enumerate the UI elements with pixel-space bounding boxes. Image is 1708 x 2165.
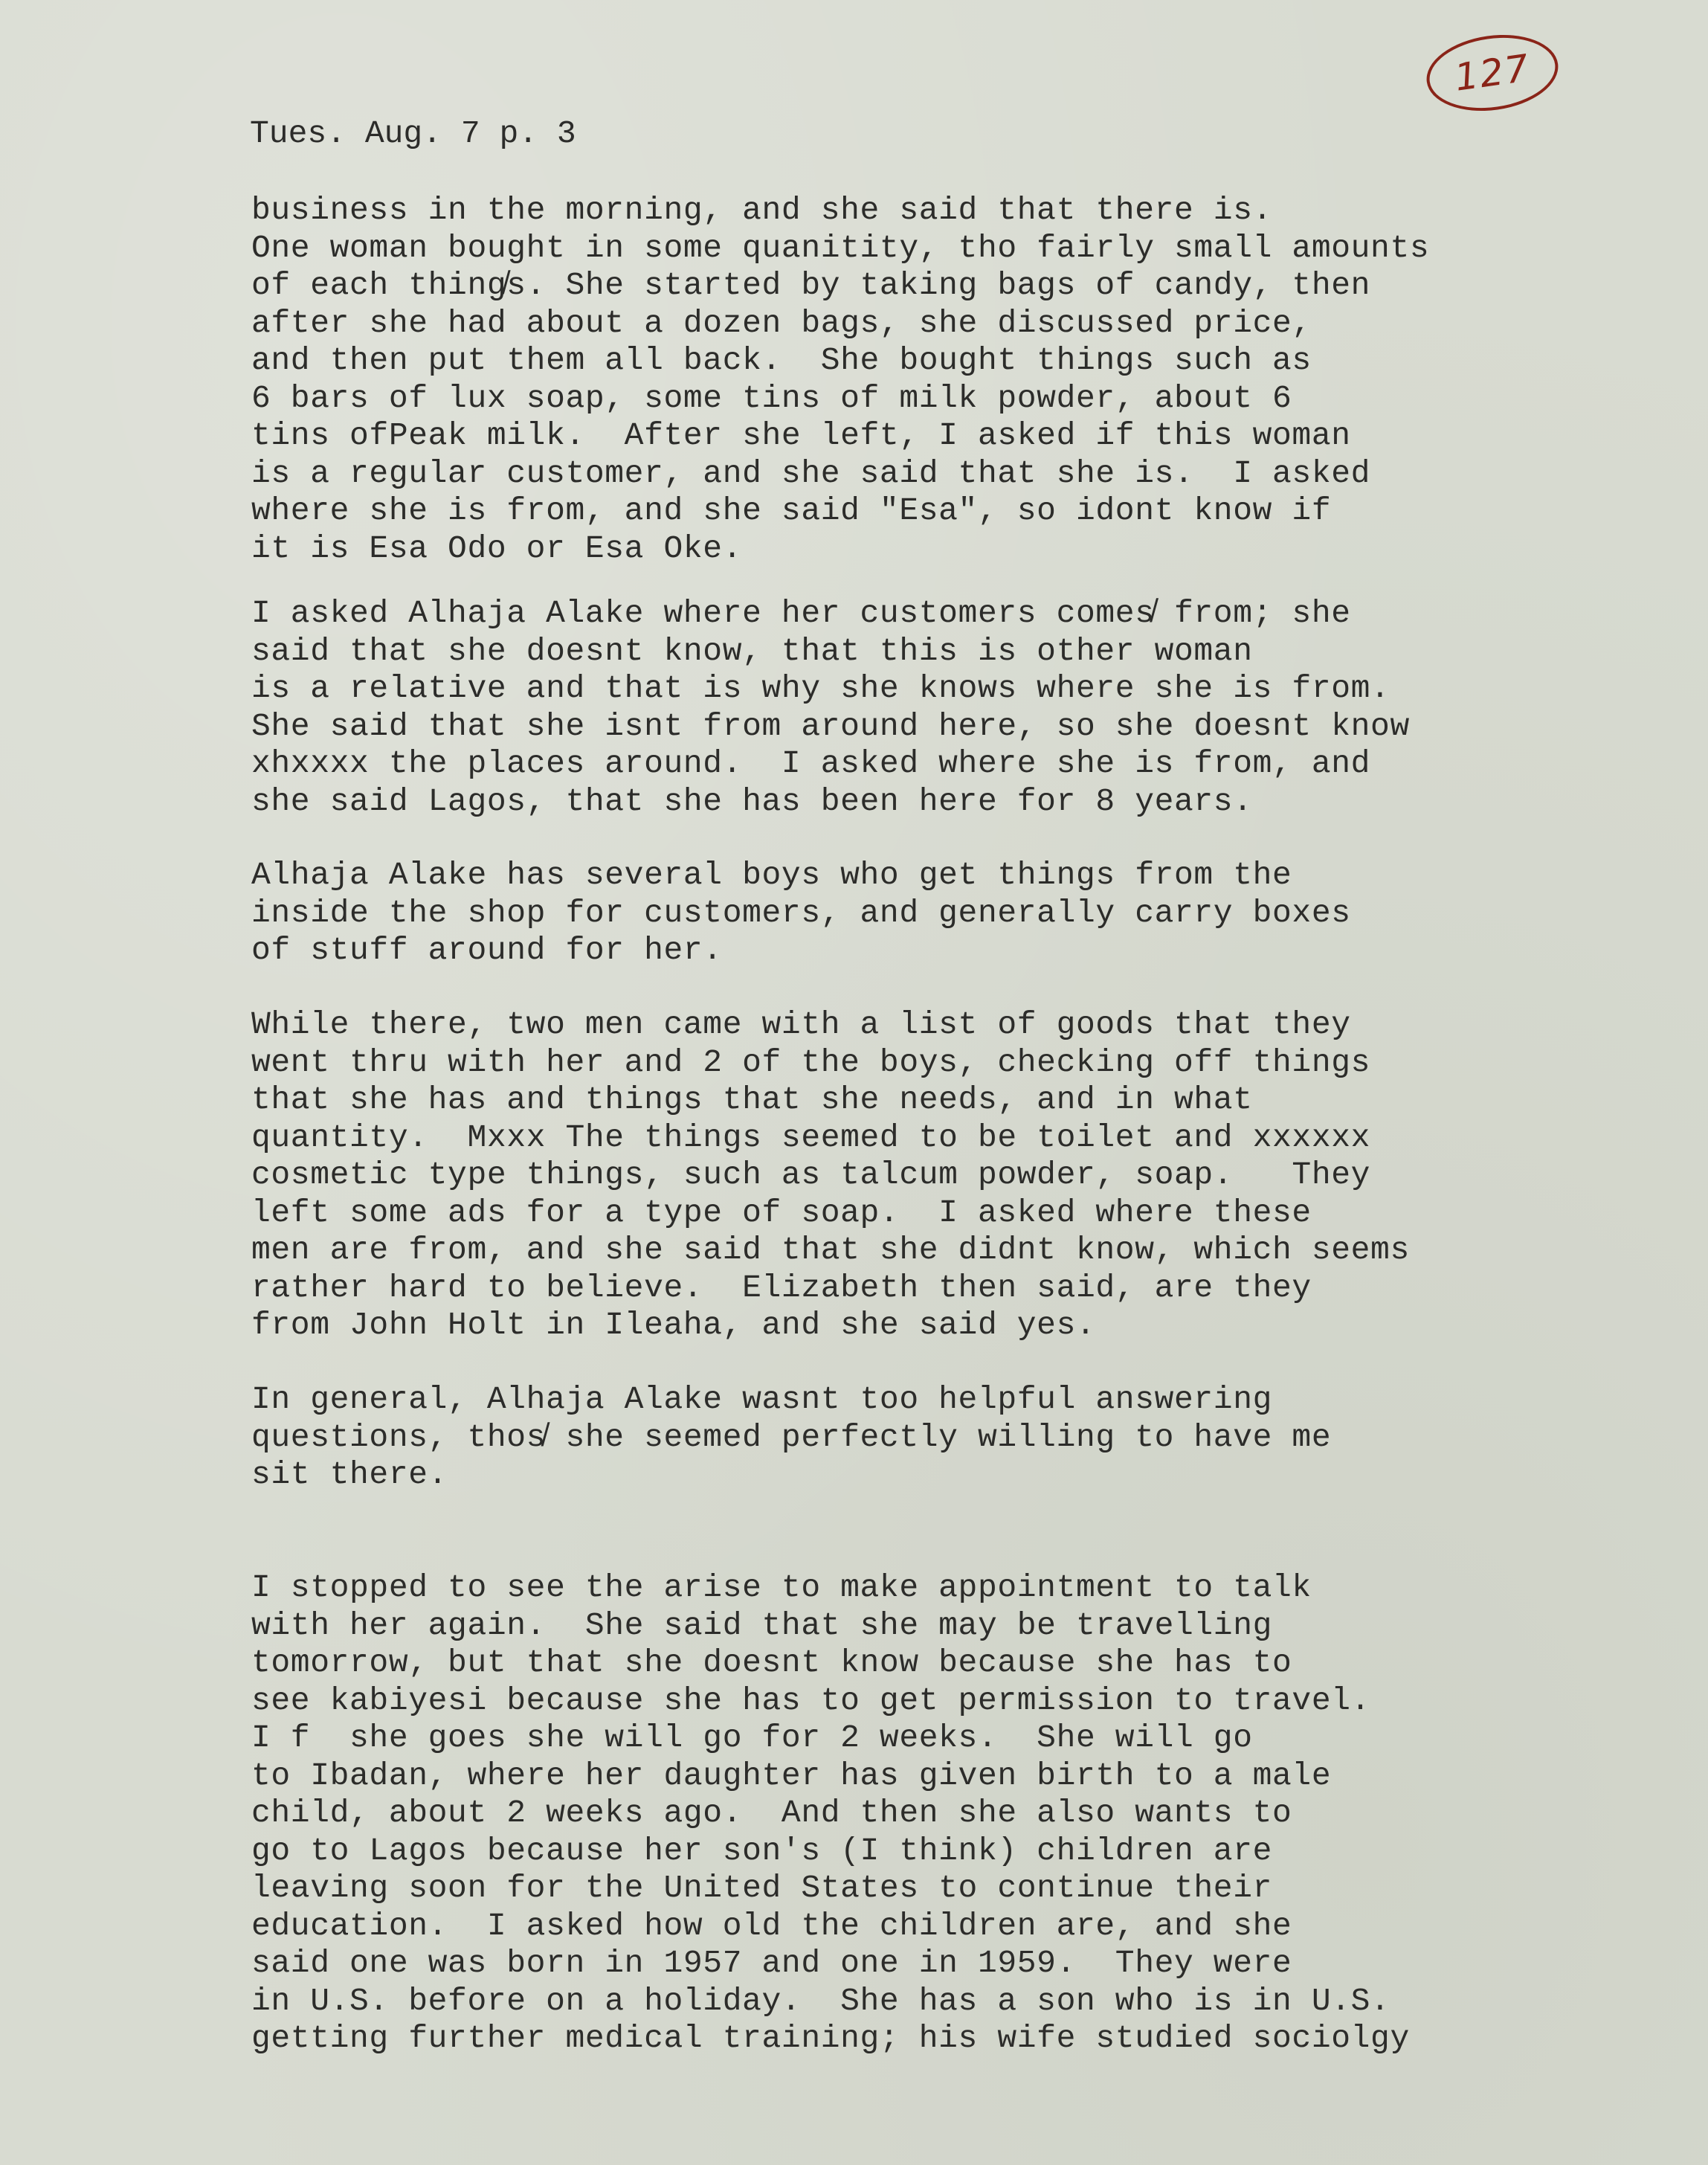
text-line: In general, Alhaja Alake wasnt too helpful answering xyxy=(251,1381,1273,1418)
text-line: of stuff around for her. xyxy=(251,932,723,968)
text-line: tomorrow, but that she doesnt know because she has to xyxy=(251,1644,1292,1681)
text-line: where she is from, and she said "Esa", so idont know if xyxy=(251,492,1332,529)
text-line: of each thing̸s. She started by taking bags of candy, then xyxy=(251,267,1371,303)
text-line: is a relative and that is why she knows where she is from. xyxy=(251,670,1390,707)
text-line: said that she doesnt know, that this is other woman xyxy=(251,632,1253,669)
text-line: I f she goes she will go for 2 weeks. She will go xyxy=(251,1720,1253,1756)
text-line: sit there. xyxy=(251,1456,448,1493)
text-line: I stopped to see the arise to make appointment to talk xyxy=(251,1569,1312,1606)
paragraph xyxy=(251,1381,1331,1494)
text-line: getting further medical training; his wife studied sociolgy xyxy=(251,2020,1410,2056)
text-line: She said that she isnt from around here, so she doesnt know xyxy=(251,707,1410,744)
text-line: after she had about a dozen bags, she discussed price, xyxy=(251,304,1312,341)
text-line: it is Esa Odo or Esa Oke. xyxy=(251,530,743,567)
paragraph xyxy=(251,1006,1410,1345)
folio-number-circle xyxy=(1422,27,1563,119)
paragraph xyxy=(251,857,1351,970)
text-line: quantity. Mxxx The things seemed to be toilet and xxxxxx xyxy=(251,1119,1371,1156)
text-line: education. I asked how old the children are, and she xyxy=(251,1907,1292,1944)
text-line: questions, thos̸ she seemed perfectly willing to have me xyxy=(251,1418,1332,1455)
text-line: I asked Alhaja Alake where her customers comes̸ from; she xyxy=(251,595,1351,631)
paragraph xyxy=(251,192,1429,567)
text-line: from John Holt in Ileaha, and she said yes. xyxy=(251,1307,1096,1343)
text-line: see kabiyesi because she has to get permission to travel. xyxy=(251,1682,1371,1719)
text-line: 6 bars of lux soap, some tins of milk powder, about 6 xyxy=(251,379,1292,416)
text-line: said one was born in 1957 and one in 1959. They were xyxy=(251,1945,1292,1981)
text-line: cosmetic type things, such as talcum powder, soap. They xyxy=(251,1157,1371,1193)
text-line: she said Lagos, that she has been here for 8 years. xyxy=(251,782,1253,820)
text-line: that she has and things that she needs, and in what xyxy=(251,1081,1253,1118)
text-line: rather hard to believe. Elizabeth then said, are they xyxy=(251,1269,1312,1306)
text-line: leaving soon for the United States to continue their xyxy=(251,1870,1273,1906)
text-line: in U.S. before on a holiday. She has a son who is in U.S. xyxy=(251,1982,1390,2019)
text-line: Alhaja Alake has several boys who get things from the xyxy=(251,857,1292,893)
page-header: Tues. Aug. 7 p. 3 xyxy=(250,115,576,152)
text-line: tins ofPeak milk. After she left, I asked if this woman xyxy=(251,417,1351,454)
text-line: left some ads for a type of soap. I asked where these xyxy=(251,1194,1312,1231)
text-line: business in the morning, and she said that there is. xyxy=(251,192,1273,228)
text-line: go to Lagos because her son's (I think) children are xyxy=(251,1832,1273,1869)
folio-number: 127 xyxy=(1451,46,1533,100)
text-line: child, about 2 weeks ago. And then she also wants to xyxy=(251,1795,1292,1831)
text-line: One woman bought in some quanitity, tho fairly small amounts xyxy=(251,229,1430,266)
text-line: went thru with her and 2 of the boys, checking off things xyxy=(251,1043,1371,1081)
text-line: inside the shop for customers, and generally carry boxes xyxy=(251,894,1351,931)
paragraph xyxy=(251,1569,1410,2058)
paragraph xyxy=(251,595,1410,820)
text-line: with her again. She said that she may be travelling xyxy=(251,1606,1273,1644)
text-line: to Ibadan, where her daughter has given birth to a male xyxy=(251,1757,1332,1794)
text-line: men are from, and she said that she didnt know, which seems xyxy=(251,1232,1410,1268)
text-line: While there, two men came with a list of goods that they xyxy=(251,1006,1351,1043)
text-line: and then put them all back. She bought things such as xyxy=(251,342,1312,379)
text-line: xhxxxx the places around. I asked where she is from, and xyxy=(251,745,1371,782)
text-line: is a regular customer, and she said that she is. I asked xyxy=(251,454,1371,492)
